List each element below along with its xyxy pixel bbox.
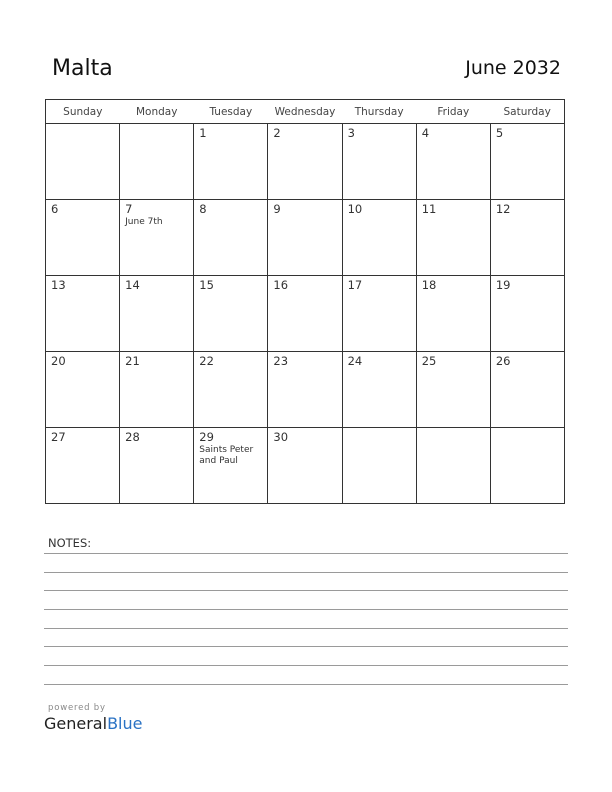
day-number: 9 — [273, 202, 281, 216]
day-number: 27 — [51, 430, 66, 444]
month-year-title: June 2032 — [465, 57, 561, 79]
day-cell-11 — [416, 200, 490, 276]
day-cell-16 — [268, 276, 342, 352]
week-row — [46, 200, 565, 276]
weekday-friday: Friday — [416, 100, 490, 124]
day-cell-21 — [120, 352, 194, 428]
day-cell-14 — [120, 276, 194, 352]
day-number: 18 — [421, 278, 437, 292]
calendar-grid — [45, 99, 565, 504]
day-cell-24 — [342, 352, 416, 428]
day-cell-30 — [268, 428, 342, 504]
day-cell-19 — [490, 276, 564, 352]
day-number: 3 — [347, 126, 355, 140]
notes-line — [44, 590, 568, 591]
logo-general: General — [44, 714, 108, 733]
notes-line — [44, 665, 568, 666]
weekday-sunday: Sunday — [46, 100, 120, 124]
day-cell-25 — [416, 352, 490, 428]
holiday-label: Saints Peter and Paul — [199, 445, 254, 466]
brand-footer — [44, 703, 142, 733]
day-number: 15 — [199, 278, 214, 292]
notes-line — [44, 628, 568, 629]
weekday-tuesday: Tuesday — [194, 100, 268, 124]
day-cell-9 — [268, 200, 342, 276]
day-cell-8 — [194, 200, 268, 276]
day-number: 1 — [199, 126, 207, 140]
notes-line — [44, 646, 568, 647]
empty-day-cell — [120, 124, 194, 200]
day-number: 10 — [347, 202, 363, 216]
day-cell-12 — [490, 200, 564, 276]
day-cell-27 — [46, 428, 120, 504]
day-number: 19 — [495, 278, 511, 292]
logo-blue: Blue — [107, 714, 143, 733]
day-cell-23 — [268, 352, 342, 428]
day-cell-20 — [46, 352, 120, 428]
day-number: 23 — [273, 354, 289, 368]
day-cell-13 — [46, 276, 120, 352]
day-number: 13 — [51, 278, 66, 292]
empty-day-cell — [490, 428, 564, 504]
empty-day-cell — [46, 124, 120, 200]
day-cell-28 — [120, 428, 194, 504]
day-number: 29 — [199, 430, 214, 444]
day-cell-29 — [194, 428, 268, 504]
day-number: 8 — [199, 202, 207, 216]
empty-day-cell — [416, 428, 490, 504]
day-number: 4 — [421, 126, 430, 140]
day-number: 20 — [51, 354, 66, 368]
day-number: 28 — [125, 430, 140, 444]
day-number: 6 — [51, 202, 59, 216]
week-row — [46, 352, 565, 428]
day-cell-4 — [416, 124, 490, 200]
day-cell-26 — [490, 352, 564, 428]
day-cell-22 — [194, 352, 268, 428]
week-row — [46, 276, 565, 352]
day-number: 30 — [273, 430, 289, 444]
holiday-label: June 7th — [125, 217, 163, 227]
day-cell-15 — [194, 276, 268, 352]
day-number: 22 — [199, 354, 214, 368]
weekday-saturday: Saturday — [490, 100, 564, 124]
day-cell-1 — [194, 124, 268, 200]
day-number: 16 — [273, 278, 289, 292]
notes-label: NOTES: — [48, 536, 92, 550]
weekday-header-row — [46, 100, 565, 124]
powered-by-text: powered by — [48, 703, 106, 713]
day-number: 26 — [495, 354, 511, 368]
country-title: Malta — [52, 56, 113, 81]
generalblue-logo[interactable] — [44, 714, 142, 733]
notes-line — [44, 553, 568, 554]
day-number: 25 — [421, 354, 437, 368]
day-cell-10 — [342, 200, 416, 276]
notes-line — [44, 572, 568, 573]
weekday-thursday: Thursday — [342, 100, 416, 124]
day-number: 14 — [125, 278, 140, 292]
weekday-wednesday: Wednesday — [268, 100, 342, 124]
empty-day-cell — [342, 428, 416, 504]
notes-line — [44, 609, 568, 610]
day-cell-3 — [342, 124, 416, 200]
notes-line — [44, 684, 568, 685]
day-number: 7 — [125, 202, 133, 216]
day-number: 12 — [495, 202, 511, 216]
day-cell-18 — [416, 276, 490, 352]
week-row — [46, 428, 565, 504]
day-cell-17 — [342, 276, 416, 352]
day-cell-7 — [120, 200, 194, 276]
day-cell-2 — [268, 124, 342, 200]
day-number: 11 — [421, 202, 437, 216]
day-number: 17 — [347, 278, 363, 292]
weekday-monday: Monday — [120, 100, 194, 124]
day-number: 21 — [125, 354, 140, 368]
day-number: 2 — [273, 126, 281, 140]
day-cell-5 — [490, 124, 564, 200]
day-number: 5 — [495, 126, 504, 140]
week-row — [46, 124, 565, 200]
day-number: 24 — [347, 354, 363, 368]
day-cell-6 — [46, 200, 120, 276]
